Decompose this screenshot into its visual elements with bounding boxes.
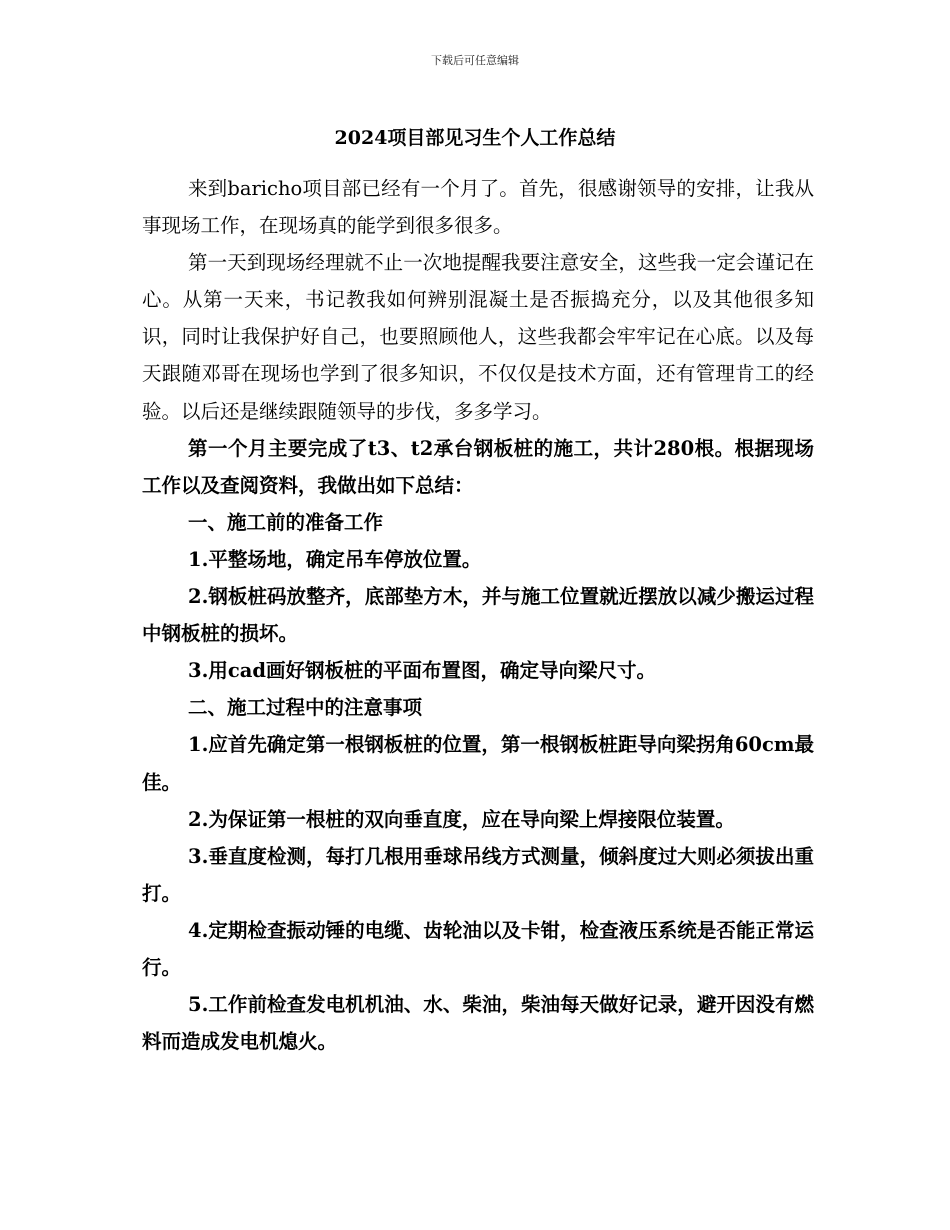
section-heading-preparation: 一、施工前的准备工作 xyxy=(188,510,384,534)
page-header-note: 下载后可任意编辑 xyxy=(431,54,519,67)
paragraph-first-day: 第一天到现场经理就不止一次地提醒我要注意安全，这些我一定会谨记在心。从第一天来，书记教我如何辨别混凝土是否振捣充分，以及其他很多知识，同时让我保护好自己，也要照顾他人，这些我都会牢牢记在心底。以及每天跟随邓哥在现场也学到了很多知识，不仅仅是技术方面，还有管理肯工的经验。以后还是继续跟随领导的步伐，多多学习。 xyxy=(142,251,814,423)
document-title: 2024项目部见习生个人工作总结 xyxy=(334,127,616,149)
section-heading-construction: 二、施工过程中的注意事项 xyxy=(188,696,423,720)
paragraph-intro: 来到baricho项目部已经有一个月了。首先，很感谢领导的安排，让我从事现场工作，在现场真的能学到很多很多。 xyxy=(142,177,814,238)
list-item-prep-1: 1.平整场地，确定吊车停放位置。 xyxy=(188,547,482,571)
list-item-construction-5: 5.工作前检查发电机机油、水、柴油，柴油每天做好记录，避开因没有燃料而造成发电机熄火。 xyxy=(142,993,814,1054)
paragraph-summary-lead: 第一个月主要完成了t3、t2承台钢板桩的施工，共计280根。根据现场工作以及查阅资料，我做出如下总结： xyxy=(142,436,814,497)
list-item-prep-3: 3.用cad画好钢板桩的平面布置图，确定导向梁尺寸。 xyxy=(188,659,657,683)
document-body xyxy=(142,170,814,1060)
list-item-prep-2: 2.钢板桩码放整齐，底部垫方木，并与施工位置就近摆放以减少搬运过程中钢板桩的损坏。 xyxy=(142,585,814,646)
list-item-construction-4: 4.定期检查振动锤的电缆、齿轮油以及卡钳，检查液压系统是否能正常运行。 xyxy=(142,918,814,979)
list-item-construction-3: 3.垂直度检测，每打几根用垂球吊线方式测量，倾斜度过大则必须拔出重打。 xyxy=(142,844,814,905)
list-item-construction-1: 1.应首先确定第一根钢板桩的位置，第一根钢板桩距导向梁拐角60cm最佳。 xyxy=(142,733,814,794)
list-item-construction-2: 2.为保证第一根桩的双向垂直度，应在导向梁上焊接限位装置。 xyxy=(188,807,735,831)
